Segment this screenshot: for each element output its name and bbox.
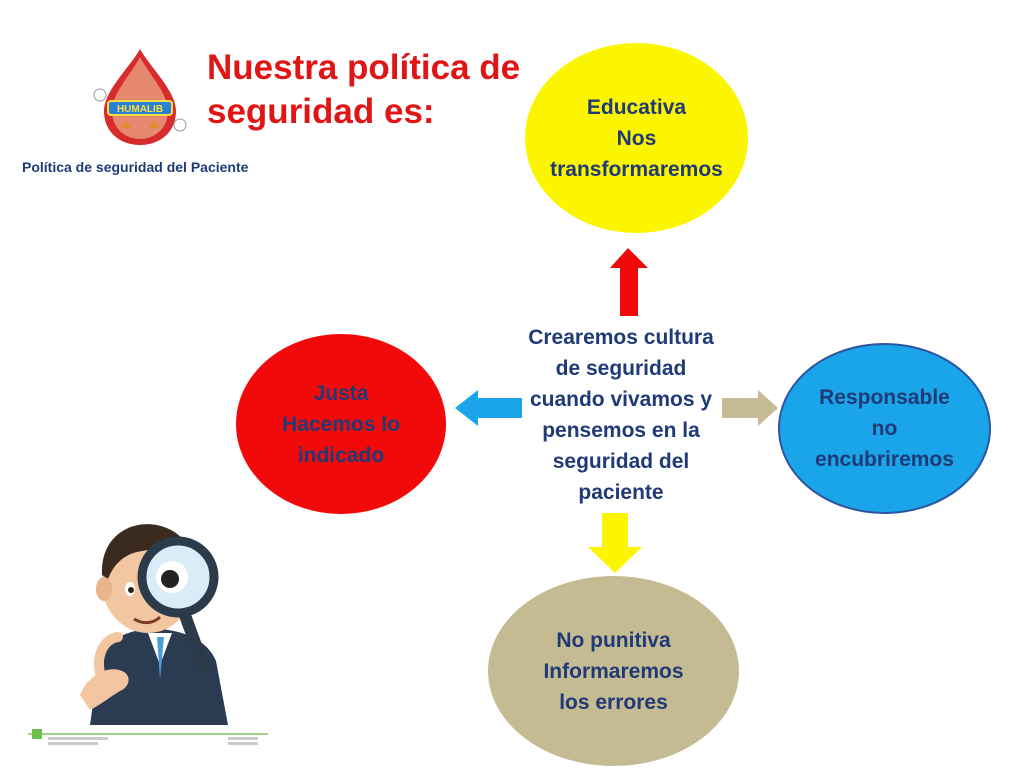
svg-text:HUMALIB: HUMALIB bbox=[116, 104, 164, 115]
arrow-down-icon bbox=[588, 513, 642, 573]
center-statement: Crearemos cultura de seguridad cuando vivamos y pensemos en la seguridad del paciente bbox=[528, 326, 714, 504]
detective-illustration bbox=[60, 505, 290, 725]
stock-watermark bbox=[28, 725, 268, 747]
page-title: Nuestra política de seguridad es: bbox=[207, 48, 521, 131]
arrow-left-icon bbox=[455, 390, 522, 426]
node-educativa-label: Educativa Nos transformaremos bbox=[550, 95, 723, 181]
watermark-strip-icon bbox=[28, 725, 268, 747]
node-responsable-label: Responsable no encubriremos bbox=[815, 386, 954, 471]
detective-magnifier-icon bbox=[60, 505, 290, 725]
node-no-punitiva-label: No punitiva Informaremos los errores bbox=[543, 628, 684, 714]
arrow-right-icon bbox=[722, 390, 778, 426]
node-justa-label: Justa Hacemos lo indicado bbox=[282, 381, 400, 467]
arrow-up-icon bbox=[610, 248, 648, 316]
page-subtitle: Política de seguridad del Paciente bbox=[22, 159, 249, 175]
